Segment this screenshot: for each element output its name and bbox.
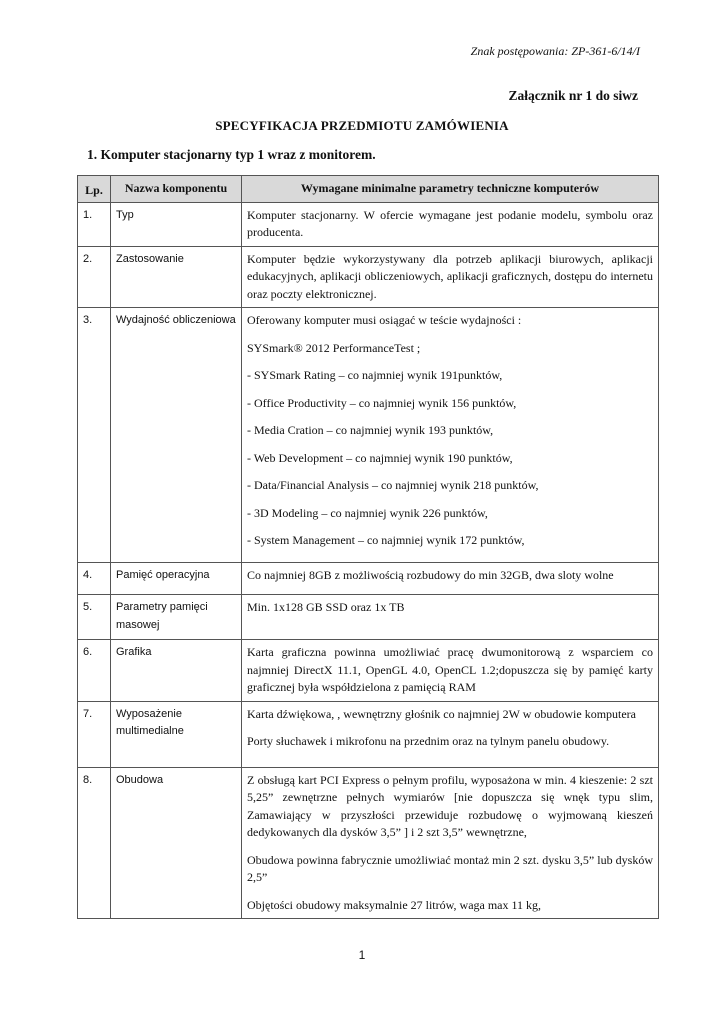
- table-row: [78, 595, 659, 640]
- table-row: [78, 202, 659, 246]
- document-title: SPECYFIKACJA PRZEDMIOTU ZAMÓWIENIA: [215, 118, 509, 133]
- header-requirements: Wymagane minimalne parametry techniczne komputerów: [242, 176, 659, 203]
- row-number: 4.: [78, 563, 111, 595]
- specification-table: [77, 175, 659, 919]
- row-number: 6.: [78, 640, 111, 702]
- component-name: Obudowa: [111, 767, 242, 919]
- row-number: 2.: [78, 246, 111, 308]
- row-number: 3.: [78, 308, 111, 563]
- requirement-paragraph: Z obsługą kart PCI Express o pełnym profilu, wyposażona w min. 4 kieszenie: 2 szt 5,25” zewnętrzne pełnych wymiarów [nie dopuszcza się wnęk typu slim, Zamawiający w przyszłości przewiduje rozbudowę o wyjmowaną kieszeń dedykowanych dla dysków 3,5” ] i 2 szt 3,5” wewnętrzne,: [247, 772, 653, 839]
- component-name: Grafika: [111, 640, 242, 702]
- component-name: Parametry pamięci masowej: [111, 595, 242, 640]
- component-name: Pamięć operacyjna: [111, 563, 242, 595]
- requirement-paragraph: Obudowa powinna fabrycznie umożliwiać montaż min 2 szt. dysku 3,5” lub dysków 2,5”: [247, 852, 653, 884]
- component-name: Wydajność obliczeniowa: [111, 308, 242, 563]
- table-body: [78, 202, 659, 919]
- component-requirements: [242, 246, 659, 308]
- table-row: [78, 767, 659, 919]
- component-name: Wyposażenie multimedialne: [111, 701, 242, 767]
- component-requirements: [242, 701, 659, 767]
- requirement-paragraph: Karta dźwiękowa, , wewnętrzny głośnik co najmniej 2W w obudowie komputera: [247, 706, 637, 721]
- header-lp: Lp.: [78, 176, 111, 203]
- requirement-paragraph: - Data/Financial Analysis – co najmniej wynik 218 punktów,: [247, 478, 539, 492]
- requirement-paragraph: - Media Cration – co najmniej wynik 193 punktów,: [247, 423, 494, 437]
- row-number: 5.: [78, 595, 111, 640]
- table-row: [78, 701, 659, 767]
- requirement-paragraph: - Web Development – co najmniej wynik 190 punktów,: [247, 450, 513, 465]
- requirement-paragraph: - SYSmark Rating – co najmniej wynik 191punktów,: [247, 368, 503, 382]
- row-number: 7.: [78, 701, 111, 767]
- section-title: 1. Komputer stacjonarny typ 1 wraz z monitorem.: [87, 147, 376, 162]
- component-requirements: [242, 640, 659, 702]
- table-row: [78, 640, 659, 702]
- procedure-reference: Znak postępowania: ZP-361-6/14/I: [470, 44, 640, 58]
- requirement-paragraph: Min. 1x128 GB SSD oraz 1x TB: [247, 600, 405, 614]
- requirement-paragraph: - 3D Modeling – co najmniej wynik 226 punktów,: [247, 505, 488, 520]
- component-requirements: [242, 767, 659, 919]
- requirement-paragraph: Komputer będzie wykorzystywany dla potrzeb aplikacji biurowych, aplikacji edukacyjnych, aplikacji obliczeniowych, aplikacji graficznych, dostępu do internetu oraz poczty elektronicznej.: [247, 251, 653, 301]
- requirement-paragraph: Karta graficzna powinna umożliwiać pracę dwumonitorową z wsparciem co najmniej DirectX 11.1, OpenGL 4.0, OpenCL 1.2;dopuszcza się by pamięć karty graficznej była współdzielona z pamięcią RAM: [247, 645, 653, 694]
- requirement-paragraph: - System Management – co najmniej wynik 172 punktów,: [247, 533, 525, 547]
- requirement-paragraph: Oferowany komputer musi osiągać w teście wydajności :: [247, 313, 522, 327]
- component-requirements: [242, 308, 659, 563]
- requirement-paragraph: Co najmniej 8GB z możliwością rozbudowy do min 32GB, dwa sloty wolne: [247, 568, 614, 582]
- annex-label: Załącznik nr 1 do siwz: [508, 88, 638, 103]
- table-row: [78, 563, 659, 595]
- page-number: 1: [358, 948, 366, 962]
- component-requirements: [242, 202, 659, 246]
- row-number: 1.: [78, 202, 111, 246]
- requirement-paragraph: Porty słuchawek i mikrofonu na przednim oraz na tylnym panelu obudowy.: [247, 734, 610, 748]
- component-requirements: [242, 563, 659, 595]
- component-name: Zastosowanie: [111, 246, 242, 308]
- requirement-paragraph: - Office Productivity – co najmniej wynik 156 punktów,: [247, 395, 517, 410]
- component-name: Typ: [111, 202, 242, 246]
- table-row: [78, 308, 659, 563]
- header-component-name: Nazwa komponentu: [111, 176, 242, 203]
- requirement-paragraph: Komputer stacjonarny. W ofercie wymagane jest podanie modelu, symbolu oraz producenta.: [247, 207, 653, 239]
- table-row: [78, 246, 659, 308]
- table-header-row: [78, 176, 659, 203]
- requirement-paragraph: SYSmark® 2012 PerformanceTest ;: [247, 340, 421, 355]
- component-requirements: [242, 595, 659, 640]
- row-number: 8.: [78, 767, 111, 919]
- requirement-paragraph: Objętości obudowy maksymalnie 27 litrów, waga max 11 kg,: [247, 897, 542, 912]
